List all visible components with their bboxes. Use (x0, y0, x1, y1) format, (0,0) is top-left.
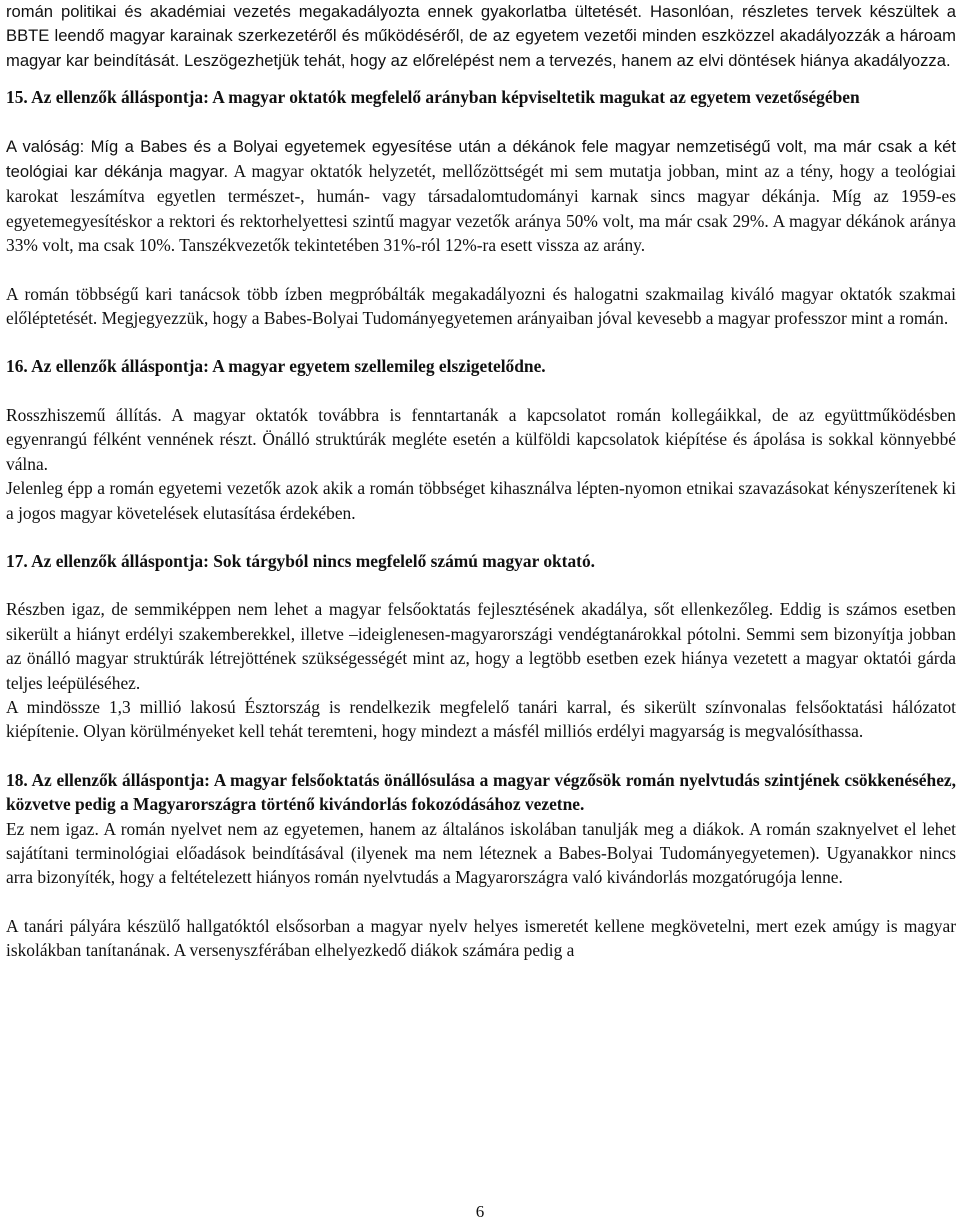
section-17-paragraph-2: A mindössze 1,3 millió lakosú Észtország is rendelkezik megfelelő tanári karral, és sikerült színvonalas felsőoktatási hálózatot kiépítenie. Olyan körülményeket kell tehát teremteni, hogy mindezt a másfél milliós erdélyi magyarság is megvalósíthassa. (6, 696, 956, 742)
section-17-paragraph-1: Részben igaz, de semmiképpen nem lehet a magyar felsőoktatás fejlesztésének akadálya, sőt ellenkezőleg. Eddig is számos esetben sikerült a hiányt erdélyi szakemberekkel, illetve –ideiglenesen-magyarországi vendégtanárokkal pótolni. Semmi sem bizonyítja jobban az önálló magyar struktúrák létrejöttének szükségességét mint az, hogy a legtöbb esetben ezek hiánya vezetett a magyar oktatói gárda teljes leépüléséhez. (6, 599, 956, 693)
page-number: 6 (475, 1202, 485, 1221)
section-17-heading: 17. Az ellenzők álláspontja: Sok tárgyból nincs megfelelő számú magyar oktató. (6, 550, 596, 571)
section-18-paragraph-2: A tanári pályára készülő hallgatóktól elsősorban a magyar nyelv helyes ismeretét kellene megkövetelni, mert ezek amúgy is magyar iskolákban tanítanának. A versenyszférában elhelyezkedő diákok számára pedig a (6, 915, 956, 961)
section-15-heading: 15. Az ellenzők álláspontja: A magyar oktatók megfelelő arányban képviseltetik magukat az egyetem vezetőségében (6, 87, 860, 108)
section-15-paragraph-2: A román többségű kari tanácsok több ízben megpróbálták megakadályozni és halogatni szakmailag kiváló magyar oktatók szakmai előléptetését. Megjegyezzük, hogy a Babes-Bolyai Tudományegyetemen arányaiban jóval kevesebb a magyar professzor mint a román. (6, 283, 956, 329)
section-18-paragraph-1: Ez nem igaz. A román nyelvet nem az egyetemen, hanem az általános iskolában tanulják meg a diákok. A román szaknyelvet el lehet sajátítani terminológiai előadások beindításával (ilyenek ma nem léteznek a Babes-Bolyai Tudományegyetemen). Ugyanakkor nincs arra bizonyíték, hogy a feltételezett hiányos román nyelvtudás a Magyarországra való kivándorlás mozgatórugója lenne. (6, 818, 956, 888)
section-15-paragraph-1-lead: A valóság: Míg a Babes és a Bolyai egyetemek egyesítése után a dékánok fele magyar nemzetiségű volt, ma már csak a két teológiai kar dékánja magyar. (6, 136, 956, 182)
section-18-heading: 18. Az ellenzők álláspontja: A magyar felsőoktatás önállósulása a magyar végzősök román nyelvtudás szintjének csökkenéséhez, közvetve pedig a Magyarországra történő kivándorlás fokozódásához vezetne. (6, 769, 956, 815)
intro-paragraph: román politikai és akadémiai vezetés megakadályozta ennek gyakorlatba ültetését. Hasonlóan, részletes tervek készültek a BBTE leendő magyar karainak szerkezetéről és működéséről, de az egyetem vezetői minden eszközzel akadályozzák a hároam magyar kar beindítását. Leszögezhetjük tehát, hogy az előrelépést nem a tervezés, hanem az elvi döntések hiánya akadályozza. (6, 2, 956, 70)
section-16-heading: 16. Az ellenzők álláspontja: A magyar egyetem szellemileg elszigetelődne. (6, 356, 546, 377)
section-16-paragraph-2: Jelenleg épp a román egyetemi vezetők azok akik a román többséget kihasználva lépten-nyomon etnikai szavazásokat kényszerítenek ki a jogos magyar követelések elutasítása érdekében. (6, 478, 956, 523)
section-15-paragraph-1 (6, 134, 956, 258)
section-16-paragraph-1: Rosszhiszemű állítás. A magyar oktatók továbbra is fenntartanák a kapcsolatot román kollegáikkal, de az együttműködésben egyenrangú félként vennének részt. Önálló struktúrák megléte esetén a külföldi kapcsolatok kiépítése és ápolása is sokkal könnyebbé válna. (6, 404, 956, 474)
section-15-paragraph-1-rest: A magyar oktatók helyzetét, mellőzöttségét mi sem mutatja jobban, mint az a tény, hogy a teológiai karokat leszámítva egyetlen természet-, humán- vagy társadalomtudományi karnak sincs magyar dékánja. Míg az 1959-es egyetemegyesítéskor a rektori és rektorhelyettesi szintű magyar vezetők aránya 50% volt, ma már csak 29%. A magyar dékánok aránya 33% volt, ma csak 10%. Tanszékvezetők tekintetében 31%-ról 12%-ra esett vissza az arány. (6, 161, 956, 256)
document-page (6, 0, 956, 963)
